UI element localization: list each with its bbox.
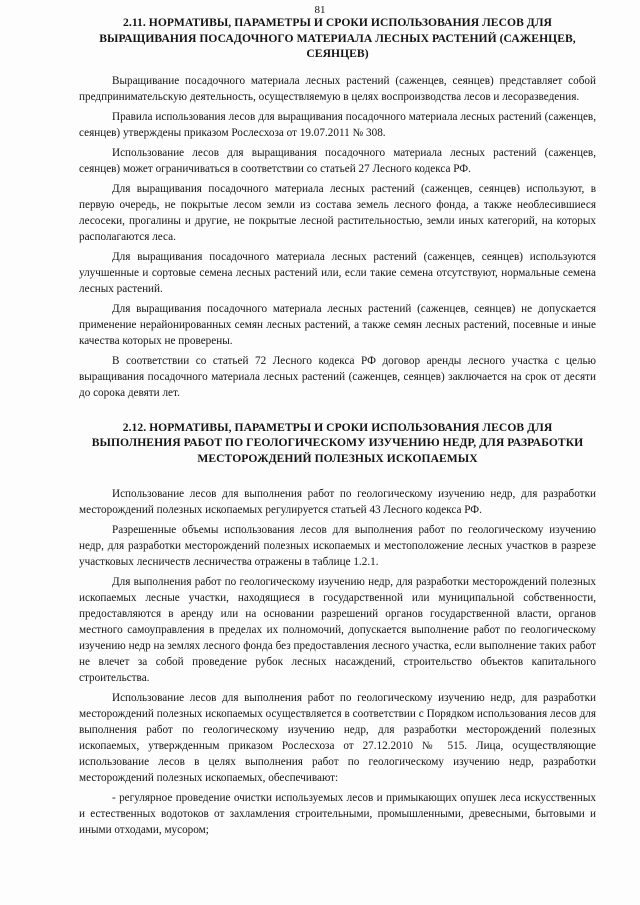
paragraph: Для выполнения работ по геологическому изучению недр, для разработки месторождений полезных ископаемых лесные участки, находящиеся в государственной или муниципальной собственности, предоставляются в аренду или на основании разрешений органов государственной власти, органов местного самоуправления в пределах их полномочий, допускается выполнение работ по геологическому изучению недр на землях лесного фонда без предоставления лесного участка, если выполнение таких работ не влечет за собой проведение рубок лесных насаждений, строительство объектов капитального строительства. [79, 576, 596, 684]
paragraph: Использование лесов для выполнения работ по геологическому изучению недр, для разработки месторождений полезных ископаемых осуществляется в соответствии с Порядком использования лесов для выполнения работ по геологическому изучению недр, для разработки месторождений полезных ископаемых, утвержденным приказом Рослесхоза от 27.12.2010 № 515. Лица, осуществляющие использование лесов в целях выполнения работ по геологическому изучению недр, разработки месторождений полезных ископаемых, обеспечивают: [79, 692, 596, 784]
section-2-11-heading: 2.11. НОРМАТИВЫ, ПАРАМЕТРЫ И СРОКИ ИСПОЛЬЗОВАНИЯ ЛЕСОВ ДЛЯ ВЫРАЩИВАНИЯ ПОСАДОЧНОГО МАТЕРИАЛА ЛЕСНЫХ РАСТЕНИЙ (САЖЕНЦЕВ, СЕЯНЦЕВ) [99, 16, 576, 60]
list-item: - регулярное проведение очистки используемых лесов и примыкающих опушек леса искусственных и естественных водотоков от захламления строительными, промышленными, древесными, бытовыми и иными отходами, мусором; [79, 792, 596, 836]
paragraph: Для выращивания посадочного материала лесных растений (саженцев, сеянцев) не допускается применение нерайонированных семян лесных растений, а также семян лесных растений, посевные и иные качества которых не проверены. [79, 302, 596, 347]
paragraph: В соответствии со статьей 72 Лесного кодекса РФ договор аренды лесного участка с целью выращивания посадочного материала лесных растений (саженцев, сеянцев) заключается на срок от десяти до сорока девяти лет. [79, 354, 596, 399]
section-2-12-heading: 2.12. НОРМАТИВЫ, ПАРАМЕТРЫ И СРОКИ ИСПОЛЬЗОВАНИЯ ЛЕСОВ ДЛЯ ВЫПОЛНЕНИЯ РАБОТ ПО ГЕОЛОГИЧЕСКОМУ ИЗУЧЕНИЮ НЕДР, ДЛЯ РАЗРАБОТКИ МЕСТОРОЖДЕНИЙ ПОЛЕЗНЫХ ИСКОПАЕМЫХ [91, 420, 584, 465]
paragraph: Для выращивания посадочного материала лесных растений (саженцев, сеянцев) используются улучшенные и сортовые семена лесных растений или, если такие семена отсутствуют, нормальные семена лесных растений. [79, 250, 596, 295]
paragraph: Использование лесов для выращивания посадочного материала лесных растений (саженцев, сеянцев) может ограничиваться в соответствии со статьей 27 Лесного кодекса РФ. [79, 146, 596, 175]
page-number: 81 [314, 4, 326, 16]
paragraph: Для выращивания посадочного материала лесных растений (саженцев, сеянцев) используют, в первую очередь, не покрытые лесом земли из состава земель лесного фонда, а также необлесившиеся лесосеки, прогалины и другие, не покрытые лесной растительностью, земли иных категорий, на которых располагаются леса. [79, 182, 596, 243]
paragraph: Правила использования лесов для выращивания посадочного материала лесных растений (саженцев, сеянцев) утверждены приказом Рослесхоза от 19.07.2011 № 308. [79, 110, 596, 139]
paragraph: Использование лесов для выполнения работ по геологическому изучению недр, для разработки месторождений полезных ископаемых регулируется статьей 43 Лесного кодекса РФ. [79, 488, 596, 516]
section-2-11-body [79, 73, 596, 401]
section-2-12-body [79, 486, 596, 838]
paragraph: Разрешенные объемы использования лесов для выполнения работ по геологическому изучению недр, для разработки месторождений полезных ископаемых и местоположение лесных участков в разрезе участковых лесничеств лесничества отражены в таблице 1.2.1. [79, 524, 596, 568]
page-body [79, 14, 596, 838]
paragraph: Выращивание посадочного материала лесных растений (саженцев, сеянцев) представляет собой предпринимательскую деятельность, осуществляемую в целях воспроизводства лесов и лесоразведения. [79, 74, 596, 103]
